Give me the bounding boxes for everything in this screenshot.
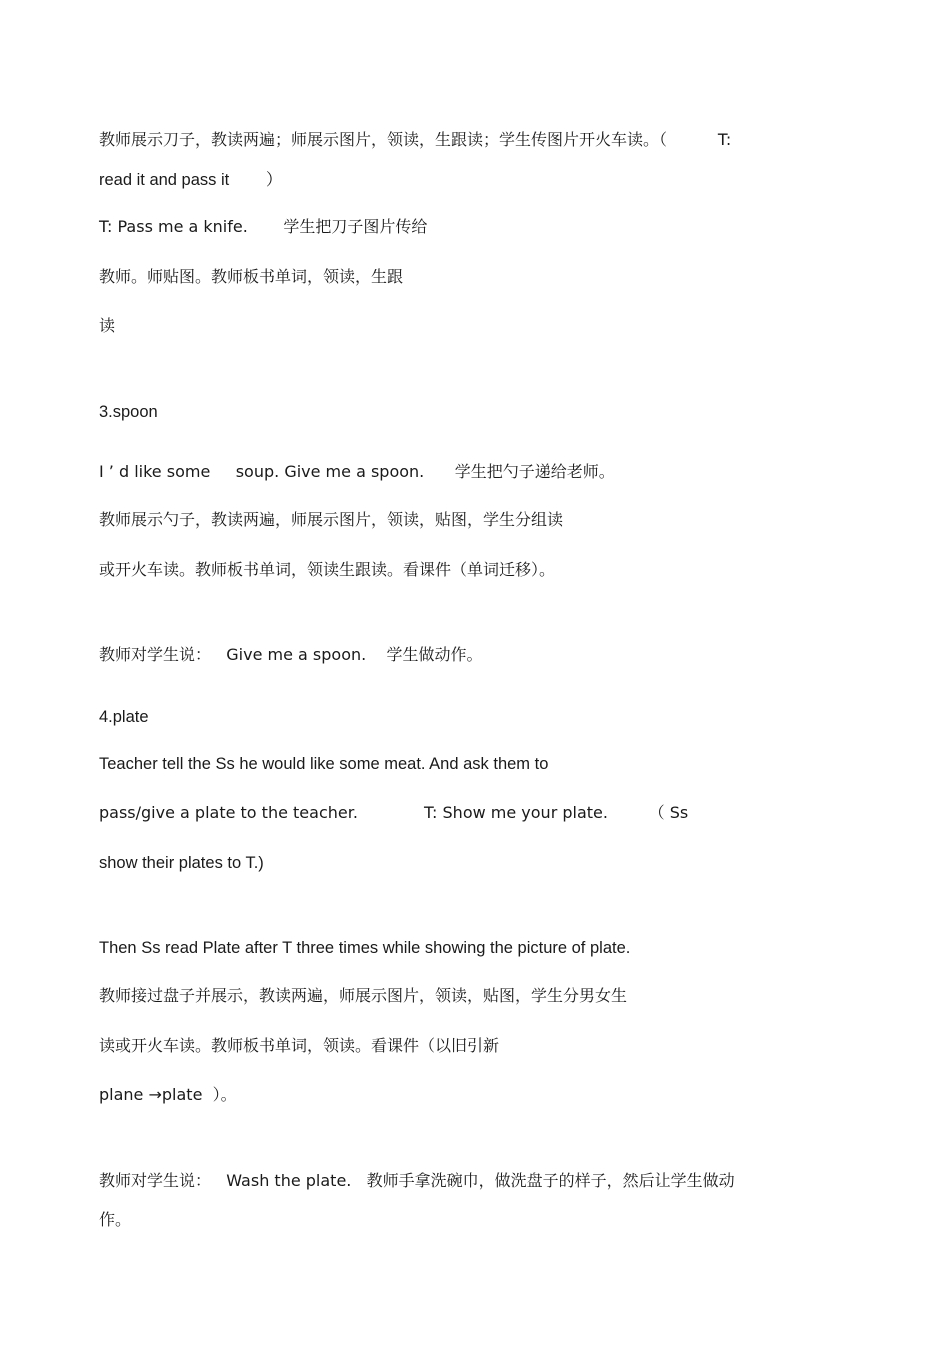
text-line-16: 教师接过盘子并展示，教读两遍，师展示图片，领读，贴图，学生分男女生: [99, 986, 628, 1005]
text-line-4: 教师。师贴图。教师板书单词，领读，生跟: [99, 267, 404, 286]
text-line-7: I ’ d like some soup. Give me a spoon. 学生把勺子递给老师。: [99, 462, 615, 481]
text-line-2: read it and pass it ）: [99, 171, 283, 189]
text-line-12: Teacher tell the Ss he would like some meat. And ask them to: [99, 755, 549, 773]
text-line-19: 教师对学生说： Wash the plate. 教师手拿洗碗巾，做洗盘子的样子，然后让学生做动: [99, 1171, 735, 1190]
text-line-15: Then Ss read Plate after T three times while showing the picture of plate.: [99, 939, 631, 957]
text-line-3: T: Pass me a knife. 学生把刀子图片传给: [99, 217, 428, 236]
text-line-9: 或开火车读。教师板书单词，领读生跟读。看课件（单词迁移）。: [99, 560, 556, 579]
text-line-13: pass/give a plate to the teacher. T: Show me your plate. （ Ss: [99, 803, 689, 822]
text-line-8: 教师展示勺子，教读两遍，师展示图片，领读，贴图，学生分组读: [99, 510, 564, 529]
text-line-1: 教师展示刀子，教读两遍；师展示图片，领读，生跟读；学生传图片开火车读。（ T:: [99, 130, 732, 149]
text-line-17: 读或开火车读。教师板书单词，领读。看课件（以旧引新: [99, 1036, 500, 1055]
text-line-20: 作。: [99, 1210, 132, 1229]
text-line-18: plane →plate ）。: [99, 1085, 237, 1104]
section-heading-spoon: 3.spoon: [99, 403, 158, 421]
text-line-14: show their plates to T.): [99, 854, 264, 872]
text-line-5: 读: [99, 316, 116, 335]
section-heading-plate: 4.plate: [99, 708, 149, 726]
text-line-10: 教师对学生说： Give me a spoon. 学生做动作。: [99, 645, 483, 664]
